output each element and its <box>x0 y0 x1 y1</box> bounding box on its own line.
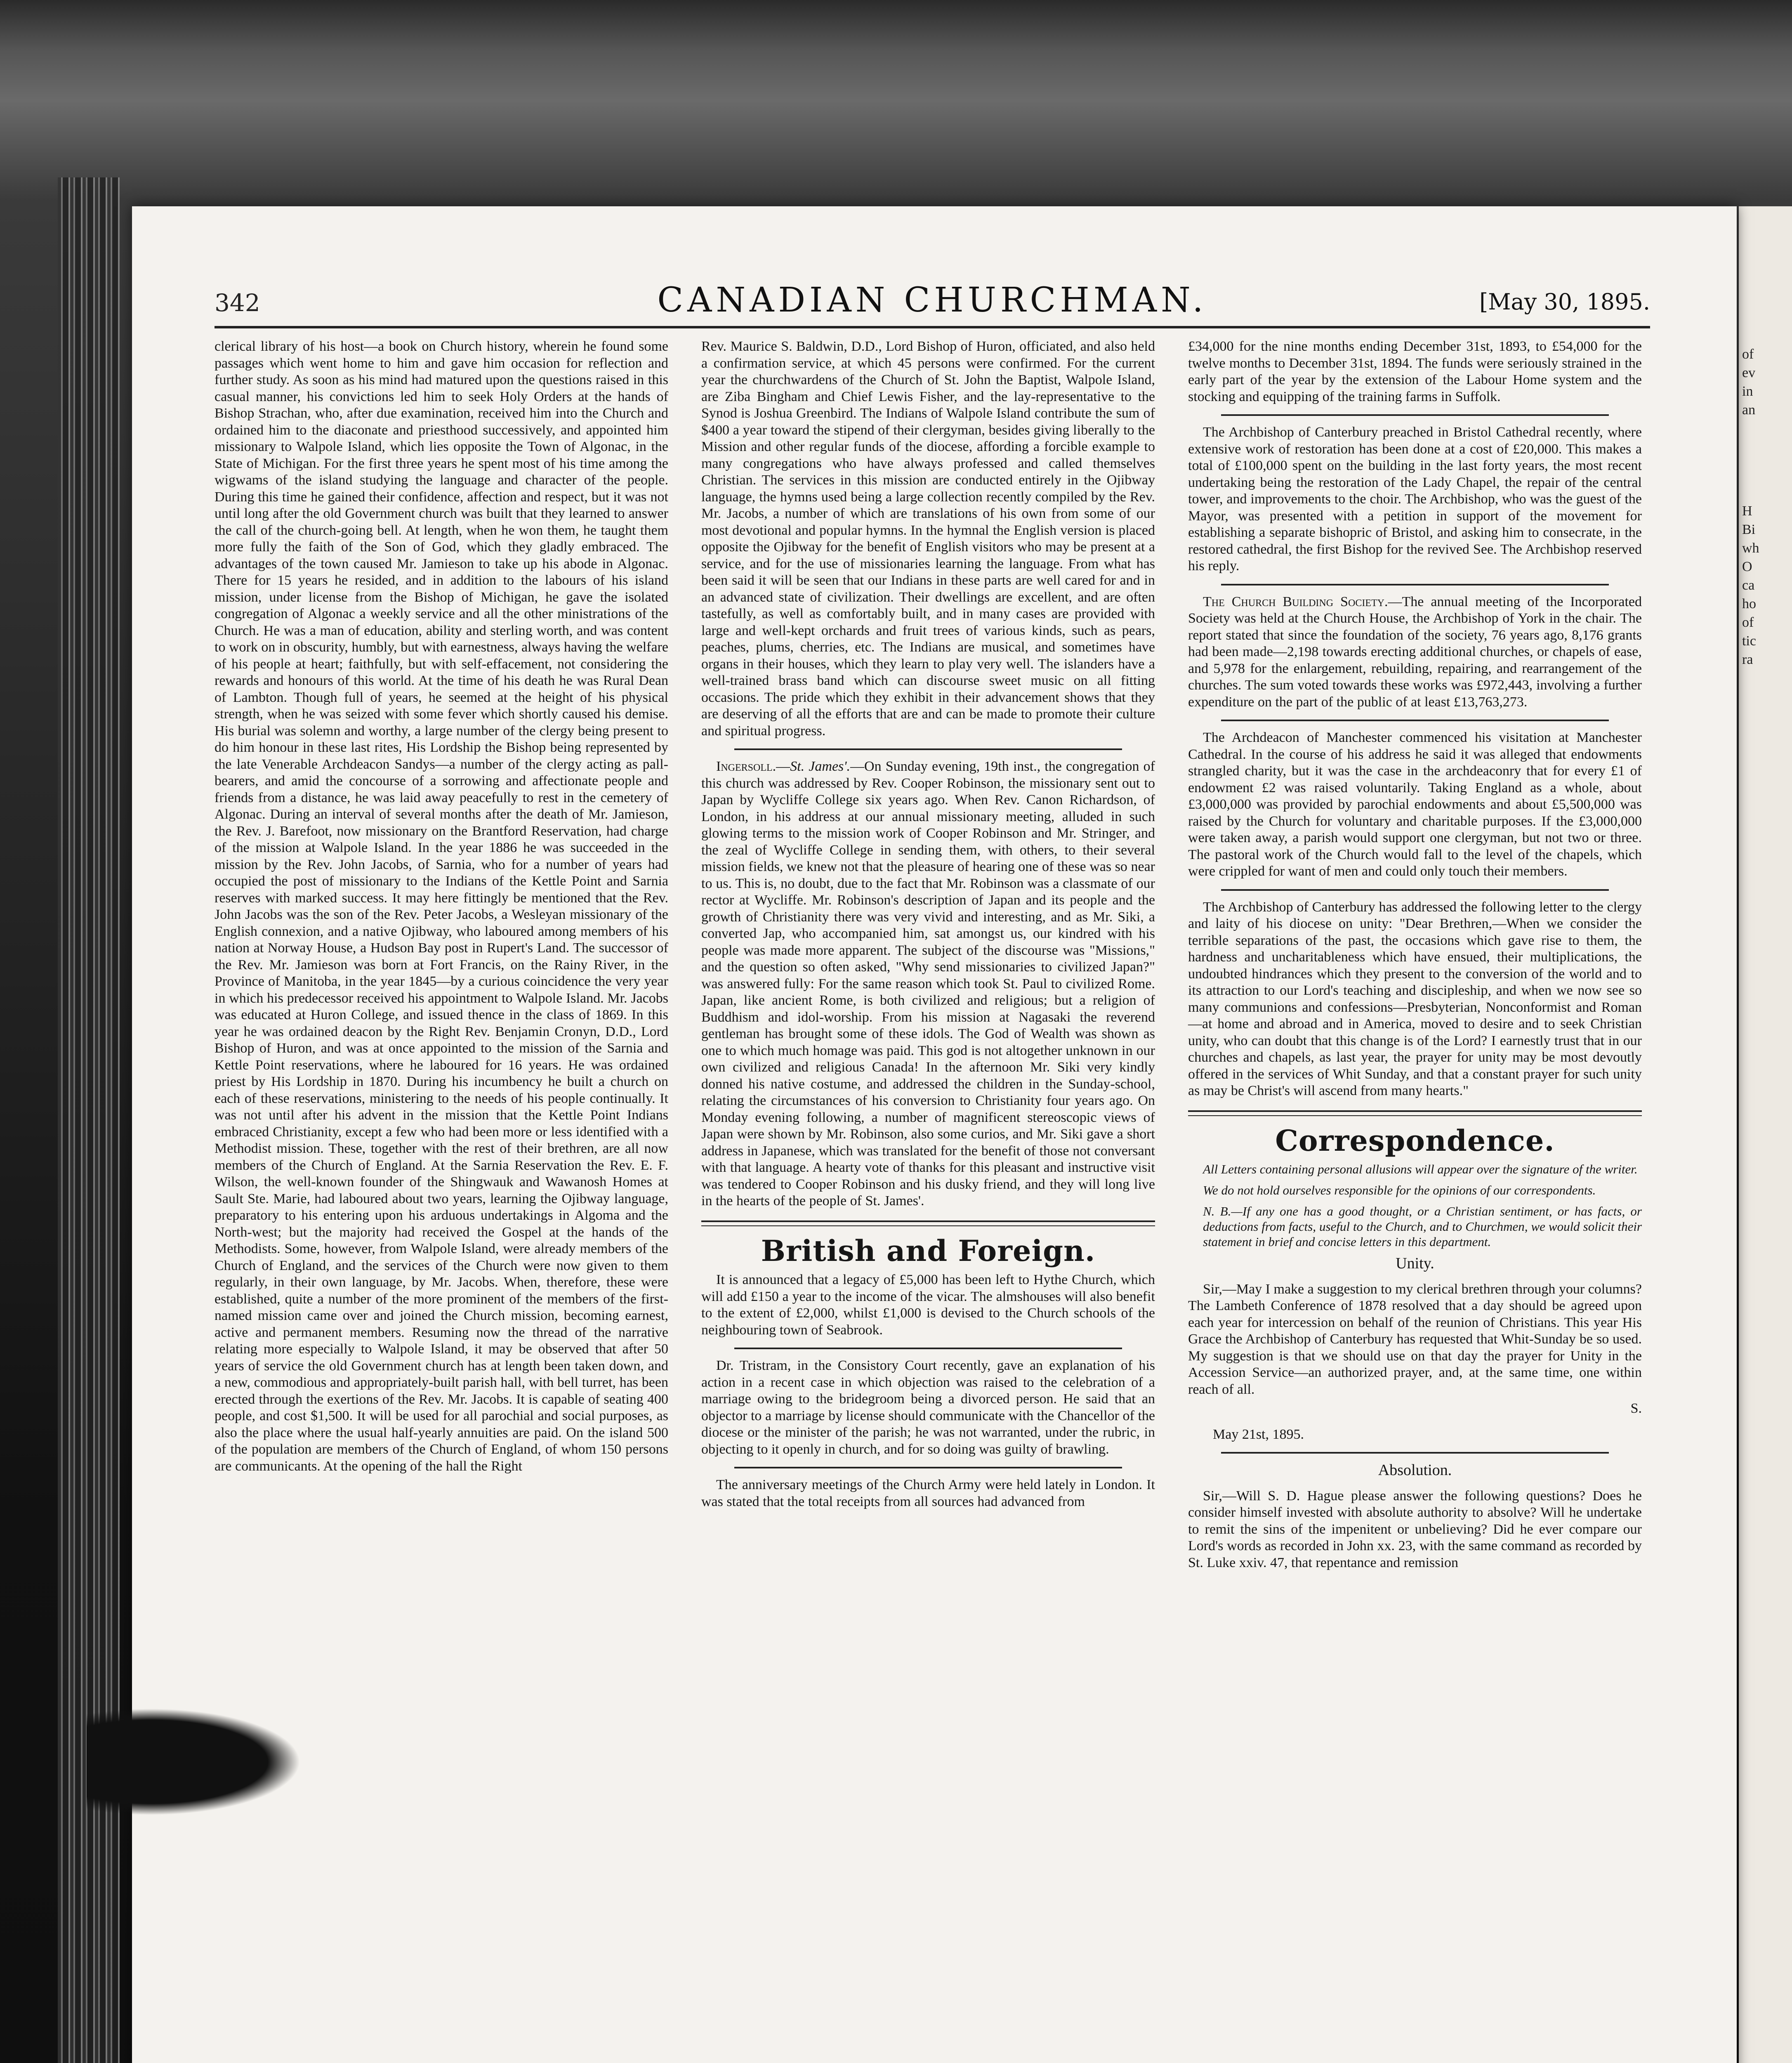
facing-text: ra <box>1742 652 1753 667</box>
column-3 <box>1188 338 1642 1580</box>
page-number: 342 <box>215 289 260 317</box>
church-name: St. James'. <box>790 759 851 774</box>
editorial-notes <box>1188 1161 1642 1249</box>
news-paragraph: The anniversary meetings of the Church Army were held lately in London. It was stated that the total receipts from all sources had advanced from <box>701 1477 1155 1509</box>
letter-body: Sir,—Will S. D. Hague please answer the following questions? Does he consider himself invested with absolute authority to absolve? Will he undertake to remit the sins of the impenitent or unbelieving? Did he ever compare our Lord's words as recorded in John xx. 23, with the same command as recorded by St. Luke xxiv. 47, that repentance and remission <box>1188 1488 1642 1570</box>
facing-text: O <box>1742 559 1752 574</box>
divider <box>1221 889 1609 891</box>
facing-text: an <box>1742 402 1756 418</box>
article-paragraph: clerical library of his host—a book on Church history, wherein he found some passages which went home to him and gave him occasion for reflection and further study. As soon as his mind had matured upon the questions raised in this casual manner, his convictions led him to seek Holy Orders at the hands of Bishop Strachan, who, after due examination, received him into the Church and ordained him to the diaconate and priesthood successively, and appointed him missionary to Walpole Island, which lies opposite the Town of Algonac, in the State of Michigan. For the first three years he spent most of his time among the wigwams of the island studying the language and character of the people. During this time he gained their confidence, affection and respect, but it was not until long after the old Government church was built that they learned to answer the call of the church-going bell. At length, when he won them, he taught them more fully the faith of the Son of God, which they gladly embraced. The advantages of the town caused Mr. Jamieson to take up his abode in Algonac. There for 15 years he resided, and in addition to the labours of his island mission, under license from the Bishop of Michigan, he gave the isolated congregation of Algonac a weekly service and all the other ministrations of the Church. He was a man of education, ability and sterling worth, and was content to work on in obscurity, humbly, but with earnestness, always having the welfare of his people at heart; faithfully, but with self-effacement, not considering the rewards and honours of this world. At the time of his death he was Rural Dean of Lambton. Though full of years, he seemed at the height of his physical strength, when he was seized with some fever which shortly caused his demise. His burial was solemn and worthy, a large number of the clergy being present to do him honour in these last rites, His Lordship the Bishop being represented by the late Venerable Archdeacon Sandys—a number of the clergy acting as pall-bearers, and amid the concourse of a sorrowing and affectionate people and friends from a distance, he was laid away peacefully to rest in the cemetery of Algonac. During an interval of several months after the death of Mr. Jamieson, the Rev. J. Barefoot, now missionary on the Brantford Reservation, had charge of the mission at Walpole Island. In the year 1886 he was succeeded in the mission by the Rev. John Jacobs, of Sarnia, who for a number of years had occupied the post of missionary to the Indians of the Kettle Point and Sarnia reserves with marked success. It may here fittingly be mentioned that the Rev. John Jacobs was the son of the Rev. Peter Jacobs, a Wesleyan missionary of the English connexion, and a native Ojibway, who laboured among members of his nation at Norway House, a Hudson Bay post in Rupert's Land. The successor of the Rev. Mr. Jamieson was born at Fort Francis, on the Rainy River, in the Province of Manitoba, in the year 1845—by a curious coincidence the very year in which his predecessor received his appointment to Walpole Island. Mr. Jacobs was educated at Huron College, and issued thence in the class of 1869. In this year he was ordained deacon by the Right Rev. Benjamin Cronyn, D.D., Lord Bishop of Huron, and was at once appointed to the mission of the Sarnia and Kettle Point reservations, where he laboured for 16 years. He was ordained priest by His Lordship in 1870. During his incumbency he built a church on each of these reservations, ministering to the needs of his people continually. It was not until after his advent in the mission that the Kettle Point Indians embraced Christianity, except a few who had been more or less identified with a Methodist mission. These, together with the rest of their brethren, are all now members of the Church of England. At the Sarnia Reservation the Rev. E. F. Wilson, the well-known founder of the Shingwauk and Wawanosh Homes at Sault Ste. Marie, had laboured about two years, learning the Ojibway language, preparatory to his entering upon his arduous undertakings in Algoma and the North-west; but the majority had received the Gospel at the hands of the Methodists. Some, however, from Walpole Island, were already members of the Church of England, and the services of the Church were now given to them regularly, in their own language, by Mr. Jacobs. When, therefore, these were established, quite a number of the more prominent of the members of the first-named mission came over and joined the Church mission, becoming earnest, active and permanent members. Resuming now the thread of the narrative relating more especially to Walpole Island, it may be observed that after 50 years of service the old Government church has at length been taken down, and a new, commodious and appropriately-built parish hall, with bell turret, has been erected through the exertions of the Rev. Mr. Jacobs. It is capable of seating 400 people, and cost $1,500. It will be used for all parochial and social purposes, as also the place where the usual half-yearly annuities are paid. On the island 500 of the population are members of the Church of England, of whom 150 persons are communicants. At the opening of the hall the Right <box>215 339 668 1474</box>
facing-text: of <box>1742 615 1754 630</box>
divider <box>734 1467 1122 1468</box>
facing-text: Bi <box>1742 522 1756 537</box>
section-heading-correspondence: Correspondence. <box>1275 1123 1555 1158</box>
divider <box>734 1348 1122 1349</box>
letter-date: May 21st, 1895. <box>1213 1426 1304 1442</box>
page-header <box>215 281 1650 322</box>
editorial-note: All Letters containing personal allusions will appear over the signature of the writer. <box>1203 1162 1638 1176</box>
header-rule <box>215 326 1650 328</box>
divider <box>1221 1452 1609 1454</box>
facing-page-edge <box>1739 206 1792 2063</box>
section-heading-british-foreign: British and Foreign. <box>761 1233 1096 1268</box>
column-1 <box>215 338 668 1484</box>
news-paragraph: £34,000 for the nine months ending December 31st, 1893, to £54,000 for the twelve months to December 31st, 1894. The funds were seriously strained in the early part of the year by the extension of the Labour Home system and the stocking and equipping of the training farms in Suffolk. <box>1188 339 1642 404</box>
divider <box>1221 720 1609 721</box>
ingersoll-paragraph: Ingersoll.—St. James'.—On Sunday evening, 19th inst., the congregation of this church was addressed by Rev. Cooper Robinson, the missionary sent out to Japan by Wycliffe College six years ago. When Rev. Canon Richardson, of London, in his address at our annual missionary meeting, alluded in such glowing terms to the mission work of Cooper Robinson and Mr. Stringer, and the zeal of Wycliffe College in sending them, with others, to their several mission fields, we knew not that the pleasure of hearing one of these was so near to us. This is, no doubt, due to the fact that Mr. Robinson was a classmate of our rector at Wycliffe. Mr. Robinson's description of Japan and its people and the growth of Christianity there was very vivid and interesting, and as Mr. Siki, a converted Jap, who accompanied him, sat amongst us, our kindred with his people was made more apparent. The subject of the discourse was "Missions," and the question so often asked, "Why send missionaries to civilized Japan?" was answered fully: For the same reason which took St. Paul to civilized Rome. Japan, like ancient Rome, is both civilized and religious; but a religion of Buddhism and idol-worship. From his mission at Nagasaki the reverend gentleman has brought some of these idols. The God of Wealth was shown as one to which much homage was paid. This god is not altogether unknown in our own civilized and religious Canada! In the afternoon Mr. Siki very kindly donned his native costume, and addressed the children in the Sunday-school, relating the circumstances of his conversion to Christianity four years ago. On Monday evening following, a number of magnificent stereoscopic views of Japan were shown by Mr. Robinson, also some curios, and Mr. Siki gave a short address in Japanese, which was translated for the benefit of those not conversant with that language. A hearty vote of thanks for this pleasant and instructive visit was tendered to Cooper Robinson and his dusky friend, and they will long live in the hearts of the people of St. James'. <box>701 759 1155 1209</box>
facing-text: tic <box>1742 633 1756 649</box>
paragraph-body: —On Sunday evening, 19th inst., the congregation of this church was addressed by Rev. Cooper Robinson, the missionary sent out to Japan by Wycliffe College six years ago. When Rev. Canon Richardson, of London, in his address at our annual missionary meeting, alluded in such glowing terms to the mission work of Cooper Robinson and Mr. Stringer, and the zeal of Wycliffe College in sending them, with others, to their several mission fields, we knew not that the pleasure of hearing one of these was so near to us. This is, no doubt, due to the fact that Mr. Robinson was a classmate of our rector at Wycliffe. Mr. Robinson's description of Japan and its people and the growth of Christianity there was very vivid and interesting, and as Mr. Siki, a converted Jap, who accompanied him, sat amongst us, our kindred with his people was made more apparent. The subject of the discourse was "Missions," and the question so often asked, "Why send missionaries to civilized Japan?" was answered fully: For the same reason which took St. Paul to civilized Rome. Japan, like ancient Rome, is both civilized and religious; but a religion of Buddhism and idol-worship. From his mission at Nagasaki the reverend gentleman has brought some of these idols. The God of Wealth was shown as one to which much homage was paid. This god is not altogether unknown in our own civilized and religious Canada! In the afternoon Mr. Siki very kindly donned his native costume, and addressed the children in the Sunday-school, relating the circumstances of his conversion to Christianity four years ago. On Monday evening following, a number of magnificent stereoscopic views of Japan were shown by Mr. Robinson, also some curios, and Mr. Siki gave a short address in Japanese, which was translated for the benefit of those not conversant with that language. A hearty vote of thanks for this pleasant and instructive visit was tendered to Cooper Robinson and his dusky friend, and they will long live in the hearts of the people of St. James'. <box>701 759 1155 1209</box>
facing-text: H <box>1742 503 1752 519</box>
issue-date: [May 30, 1895. <box>1479 289 1650 315</box>
section-rule <box>1188 1110 1642 1116</box>
news-paragraph: The Archbishop of Canterbury has addressed the following letter to the clergy and laity of his diocese on unity: "Dear Brethren,—When we consider the terrible separations of the past, the occasions which gave rise to them, the hardness and uncharitableness which have ensued, their multiplications, the undoubted hindrances which they present to the conversion of the world and to its attraction to our Lord's teaching and discipleship, and when we now see so many communions and confessions—Presbyterian, Nonconformist and Roman—at home and abroad and in America, moved to desire and to seek Christian unity, who can doubt that this change is of the Lord? I earnestly trust that in our churches and chapels, as last year, the prayer for unity may be most devoutly offered in the services of Whit Sunday, and that a constant prayer for such unity as may be Christ's will ascend from many hearts." <box>1188 899 1642 1098</box>
news-paragraph: The Archdeacon of Manchester commenced his visitation at Manchester Cathedral. In the course of his address he said it was alleged that endowments strangled charity, but it was the case in the archdeaconry that for every £1 of endowment £2 was raised voluntarily. Taking England as a whole, about £3,000,000 was provided by parochial endowments and about £5,500,000 was raised by the Church for voluntary and charitable purposes. If the £3,000,000 were taken away, a parish would support one clergyman, but not two or three. The pastoral work of the Church would fall to the level of the chapels, which were crippled for want of men and could only touch their members. <box>1188 730 1642 879</box>
divider <box>1221 414 1609 416</box>
letter-body: Sir,—May I make a suggestion to my clerical brethren through your columns? The Lambeth Conference of 1878 resolved that a day should be agreed upon each year for intercession on behalf of the reunion of Christians. This year His Grace the Archbishop of Canterbury has requested that Whit-Sunday be so used. My suggestion is that we should use on that day the prayer for Unity in the Accession Service—an authorized prayer, and, at the same time, one within reach of all. <box>1188 1281 1642 1397</box>
news-paragraph: Dr. Tristram, in the Consistory Court recently, gave an explanation of his action in a recent case in which objection was raised to the celebration of a marriage owing to the bridegroom being a divorced person. He said that an objector to a marriage by license should communicate with the Chancellor of the diocese or the minister of the parish; he was not warranted, under the rubric, in objecting to it openly in church, and for so doing was guilty of brawling. <box>701 1358 1155 1457</box>
letter-signature: S. <box>1630 1401 1642 1416</box>
section-rule <box>701 1220 1155 1226</box>
facing-text: wh <box>1742 541 1759 556</box>
news-paragraph: It is announced that a legacy of £5,000 has been left to Hythe Church, which will add £150 a year to the income of the vicar. The almshouses will also benefit to the extent of £2,000, whilst £1,000 is devised to the Church schools of the neighbouring town of Seabrook. <box>701 1272 1155 1338</box>
divider <box>734 748 1122 750</box>
paragraph-body: —The annual meeting of the Incorporated Society was held at the Church House, the Archbishop of York in the chair. The report stated that since the foundation of the society, 76 years ago, 8,176 grants had been made—2,198 towards erecting additional churches, or chapels of ease, and 5,978 for the enlargement, rebuilding, repairing, and rearrangement of the churches. The sum voted towards these works was £972,443, involving a further expenditure on the part of the public of at least £13,763,273. <box>1188 594 1642 710</box>
article-paragraph: Rev. Maurice S. Baldwin, D.D., Lord Bishop of Huron, officiated, and also held a confirmation service, at which 45 persons were confirmed. For the current year the churchwardens of the Church of St. John the Baptist, Walpole Island, are Ziba Bingham and Chief Lewis Fisher, and the lay-representative to the Synod is Joshua Greenbird. The Indians of Walpole Island contribute the sum of $400 a year toward the stipend of their clergyman, besides giving liberally to the Mission and other regular funds of the diocese, affording a forcible example to many congregations who have always professed and called themselves Christian. The services in this mission are conducted entirely in the Ojibway language, the hymns used being a large collection recently compiled by the Rev. Mr. Jacobs, a number of which are translations of his own from some of our most devotional and popular hymns. In the hymnal the English version is placed opposite the Ojibway for the benefit of English visitors who may be present at a service, and for the use of missionaries learning the language. From what has been said it will be seen that our Indians in these parts are well cared for and in an advanced state of civilization. Their dwellings are excellent, and are often tastefully, as well as comfortably built, and in many cases are provided with large and well-kept orchards and fruit trees of various kinds, such as pears, peaches, plums, cherries, etc. The Indians are musical, and sometimes have organs in their houses, which they learn to play very well. The islanders have a well-trained brass band which can discourse sweet music on all fitting occasions. The pride which they exhibit in their advancement shows that they are deserving of all the efforts that are and can be made to promote their culture and spiritual progress. <box>701 339 1155 739</box>
facing-text: in <box>1742 384 1753 399</box>
facing-text: ev <box>1742 365 1756 380</box>
facing-text: ca <box>1742 578 1755 593</box>
paragraph-lead: The Church Building Society. <box>1203 594 1388 609</box>
masthead-title: CANADIAN CHURCHMAN. <box>657 281 1207 320</box>
facing-text: of <box>1742 347 1754 362</box>
facing-text: ho <box>1742 596 1756 611</box>
news-paragraph <box>1188 594 1642 711</box>
letter-title-absolution: Absolution. <box>1378 1461 1452 1479</box>
letter-title-unity: Unity. <box>1396 1255 1434 1272</box>
editorial-note: N. B.—If any one has a good thought, or a Christian sentiment, or has facts, or deductions from facts, useful to the Church, and to Churchmen, we would solicit their statement in brief and concise letters in this department. <box>1203 1204 1642 1249</box>
news-paragraph: The Archbishop of Canterbury preached in Bristol Cathedral recently, where extensive work of restoration has been done at a cost of £20,000. This makes a total of £100,000 spent on the building in the last forty years, the most recent undertaking being the restoration of the Lady Chapel, the repair of the central tower, and improvements to the choir. The Archbishop, who was the guest of the Mayor, was presented with a petition in support of the movement for establishing a separate bishopric of Bristol, and asking him to consecrate, in the restored cathedral, the first Bishop for the revived See. The Archbishop reserved his reply. <box>1188 425 1642 574</box>
newspaper-page <box>132 206 1737 2063</box>
divider <box>1221 584 1609 585</box>
editorial-note: We do not hold ourselves responsible for the opinions of our correspondents. <box>1203 1183 1596 1197</box>
scanner-thumb-shadow <box>87 1708 301 1815</box>
place-name: Ingersoll. <box>716 759 776 774</box>
column-2 <box>701 338 1155 1519</box>
